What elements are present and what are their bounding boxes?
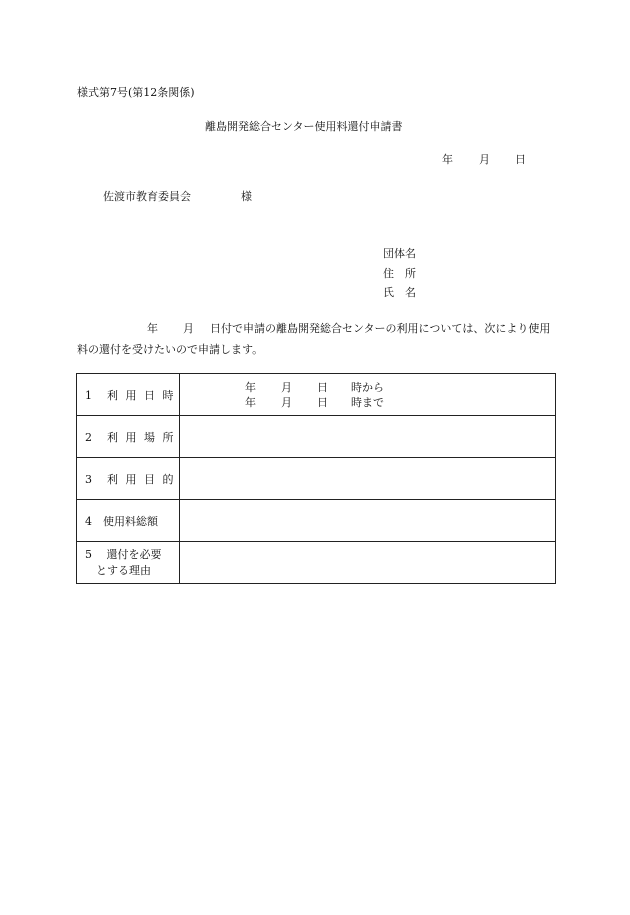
date-day-label: 日	[515, 153, 526, 166]
usage-period-to: 年 月 日 時まで	[245, 395, 384, 409]
statement-year-label: 年	[147, 322, 158, 335]
table-row	[77, 416, 556, 458]
total-fee-cell	[180, 500, 556, 542]
table-row	[77, 500, 556, 542]
statement-month-label: 月	[183, 322, 194, 335]
addressee	[103, 188, 252, 204]
row-label-usage-purpose: 3 利 用 目 的	[77, 458, 180, 500]
form-number: 様式第7号(第12条関係)	[77, 86, 195, 99]
row-label-refund-reason: 5 還付を必要 とする理由	[77, 542, 180, 584]
applicant-name-label: 氏 名	[383, 286, 416, 299]
application-details-table	[76, 373, 556, 584]
usage-place-cell	[180, 416, 556, 458]
usage-purpose-cell	[180, 458, 556, 500]
submission-date	[442, 151, 526, 167]
table-row	[77, 542, 556, 584]
row-label-usage-place: 2 利 用 場 所	[77, 416, 180, 458]
request-statement	[77, 318, 557, 360]
row-label-total-fee: 4 使用料総額	[77, 500, 180, 542]
addressee-name: 佐渡市教育委員会	[103, 190, 191, 203]
date-year-label: 年	[442, 153, 453, 166]
applicant-group-label: 団体名	[383, 247, 416, 260]
date-month-label: 月	[479, 153, 490, 166]
statement-text: 日付で申請の離島開発総合センターの利用については、次により使用料の還付を受けたいので申請します。	[77, 322, 551, 356]
table-row	[77, 374, 556, 416]
table-row	[77, 458, 556, 500]
refund-reason-cell	[180, 542, 556, 584]
row-label-usage-datetime: 1 利 用 日 時	[77, 374, 180, 416]
applicant-address-label: 住 所	[383, 267, 416, 280]
usage-period-from: 年 月 日 時から	[245, 380, 384, 394]
addressee-honorific: 様	[241, 190, 252, 203]
usage-period-cell	[180, 374, 556, 416]
document-title: 離島開発総合センター使用料還付申請書	[205, 120, 403, 133]
